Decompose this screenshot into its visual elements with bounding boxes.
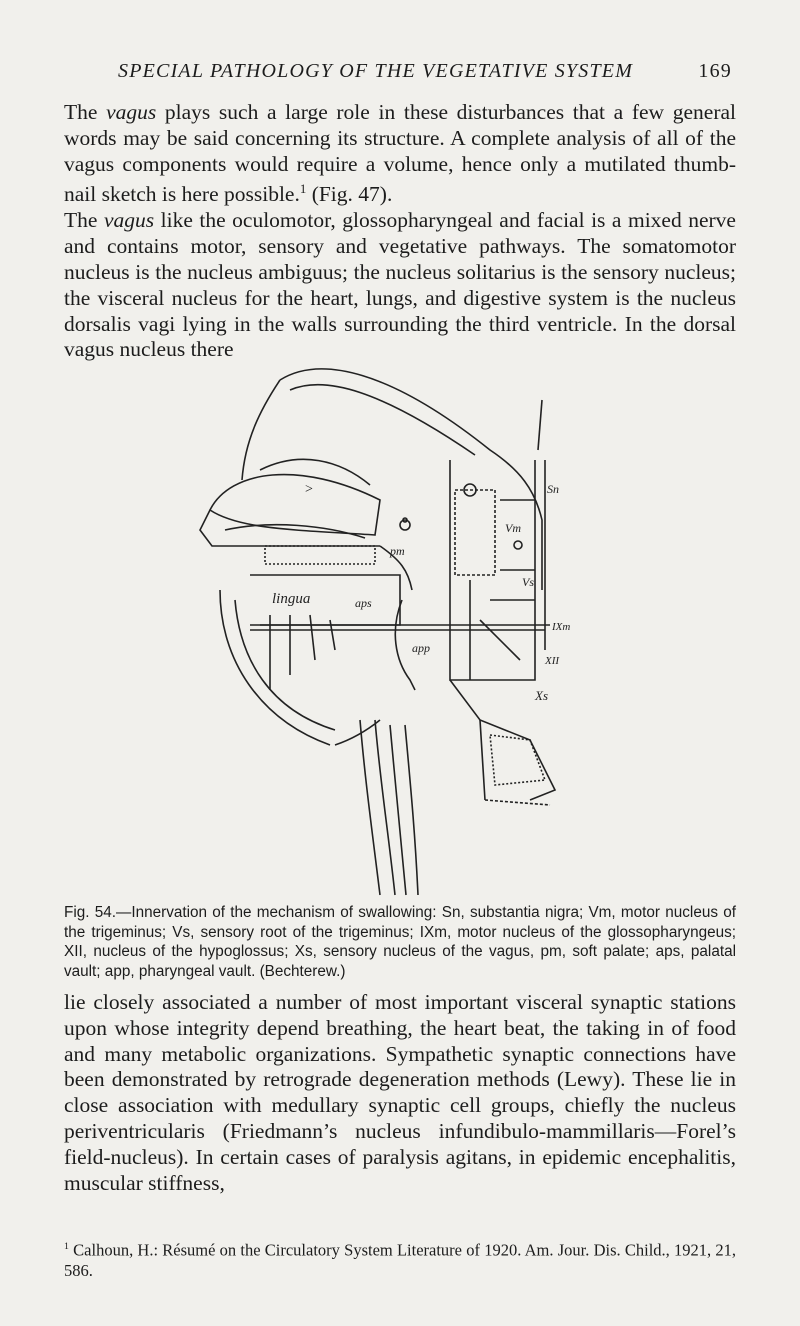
paragraph-1: The vagus plays such a large role in these disturbances that a few general words may be said concerning its structure. A complete analysis of all of the vagus components would require a volume, hence only a mutilated thumb-nail sketch is here possible.$^1$ (Fig. 47).: [64, 100, 736, 207]
figure-swallowing-innervation: [150, 360, 750, 900]
paragraph-2: The vagus like the oculomotor, glossopharyngeal and facial is a mixed nerve and contains motor, sensory and vegetative pathways. The somatomotor nucleus is the nucleus ambiguus; the nucleus solitarius is the sensory nucleus; the visceral nucleus for the heart, lungs, and digestive system is the nucleus dorsalis vagi lying in the walls surrounding the third ventricle. In the dorsal vagus nucleus there: [64, 208, 736, 362]
footnote: [64, 1237, 736, 1281]
svg-text:>: >: [305, 482, 313, 497]
body-text-top: [64, 100, 736, 363]
innervation-diagram: [150, 360, 750, 900]
label-app: app: [412, 641, 430, 655]
label-vm: Vm: [505, 521, 521, 535]
label-xs: Xs: [535, 688, 548, 703]
label-pm: pm: [390, 544, 405, 558]
paragraph-3: lie closely associated a number of most important visceral synaptic stations upon whose integrity depend breathing, the heart beat, the taking in of food and many metabolic organizations. Sympathetic synaptic connections have been demonstrated by retrograde degeneration methods (Lewy). These lie in close association with medullary synaptic cell groups, chiefly the nucleus periventricularis (Friedmann’s nucleus infundibulo-mammillaris—Forel’s field-nucleus). In certain cases of paralysis agitans, in epidemic encephalitis, muscular stiffness,: [64, 990, 736, 1195]
label-sn: Sn: [547, 482, 559, 496]
figure-caption: [64, 903, 736, 981]
running-title: SPECIAL PATHOLOGY OF THE VEGETATIVE SYSTEM: [118, 60, 634, 82]
footnote-text: Calhoun, H.: Résumé on the Circulatory System Literature of 1920. Am. Jour. Dis. Child., 1921, 21, 586.: [64, 1240, 736, 1280]
caption-text: —Innervation of the mechanism of swallowing: Sn, substantia nigra; Vm, motor nucleus of the trigeminus; Vs, sensory root of the trigeminus; IXm, motor nucleus of the glossopharyngeus; XII, nucleus of the hypoglossus; Xs, sensory nucleus of the vagus, pm, soft palate; aps, palatal vault; app, pharyngeal vault. (Bechterew.): [64, 904, 736, 980]
label-ixm: IXm: [552, 621, 571, 633]
body-text-bottom: [64, 990, 736, 1196]
caption-label: Fig. 54.: [64, 904, 117, 921]
label-xii: XII: [545, 655, 560, 667]
label-lingua: lingua: [272, 591, 311, 607]
label-aps: aps: [355, 596, 372, 610]
label-vs: Vs: [522, 575, 534, 589]
footnote-marker: 1: [64, 1241, 69, 1252]
page-number: 169: [698, 60, 732, 82]
running-header: [118, 60, 732, 83]
